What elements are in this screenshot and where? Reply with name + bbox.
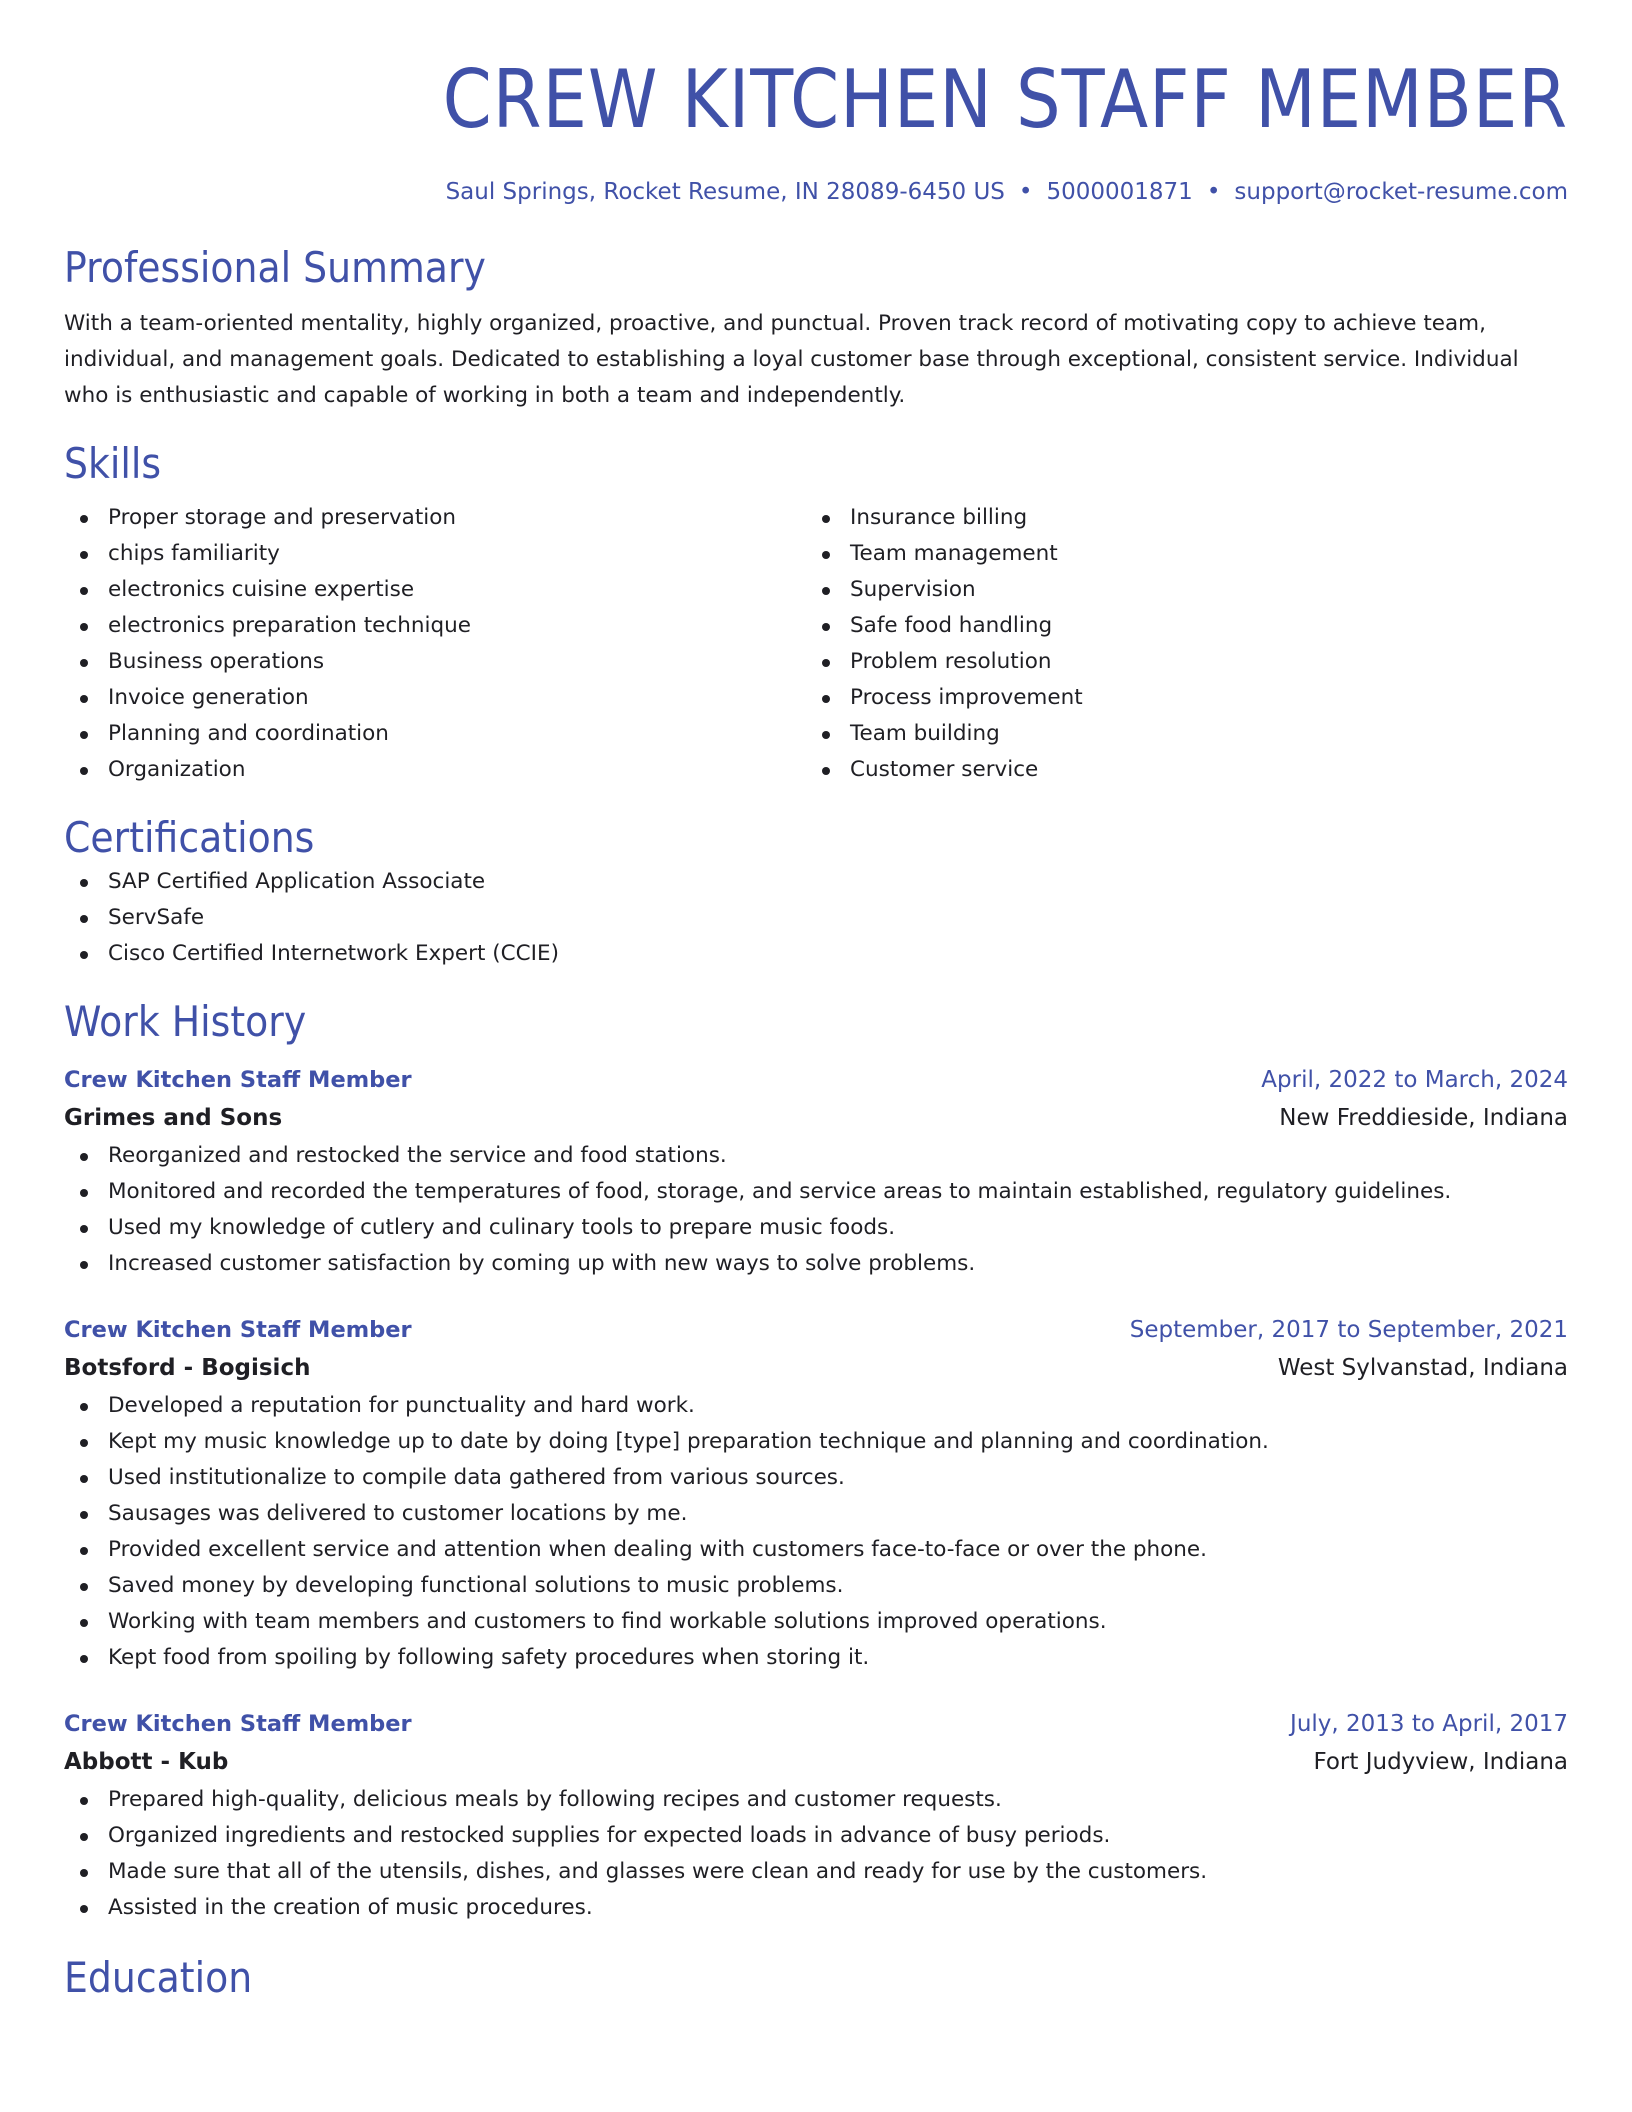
job-dates: July, 2013 to April, 2017 (1290, 1711, 1568, 1737)
job-duty: Sausages was delivered to customer locations by me. (64, 1496, 1568, 1532)
resume-name: CREW KITCHEN STAFF MEMBER (442, 53, 1568, 146)
resume-header (64, 0, 1568, 208)
resume-page (64, 0, 1568, 2004)
job-duty: Reorganized and restocked the service and food stations. (64, 1138, 1568, 1174)
skills-list-left (64, 500, 806, 788)
certification-item: Cisco Certified Internetwork Expert (CCIE) (64, 936, 1568, 972)
section-title-summary: Professional Summary (64, 243, 486, 292)
job-duty: Made sure that all of the utensils, dishes, and glasses were clean and ready for use by the customers. (64, 1854, 1568, 1890)
job-duties-list (64, 1782, 1568, 1926)
job-duty: Increased customer satisfaction by coming up with new ways to solve problems. (64, 1246, 1568, 1282)
skill-item: Safe food handling (806, 608, 1548, 644)
skill-item: Invoice generation (64, 680, 806, 716)
job-company: Botsford - Bogisich (64, 1355, 311, 1381)
job-title-row (64, 1312, 1568, 1348)
job-company: Abbott - Kub (64, 1749, 229, 1775)
job-location: West Sylvanstad, Indiana (1277, 1355, 1568, 1381)
job-duty: Assisted in the creation of music procedures. (64, 1890, 1568, 1926)
job-duties-list (64, 1138, 1568, 1282)
section-title-certifications: Certifications (64, 813, 315, 862)
section-title-education: Education (64, 1953, 253, 2002)
certifications-list (64, 864, 1568, 972)
job-duty: Used my knowledge of cutlery and culinary tools to prepare music foods. (64, 1210, 1568, 1246)
job-title-row (64, 1062, 1568, 1098)
skills-grid (64, 500, 1568, 788)
certification-item: ServSafe (64, 900, 1568, 936)
job-location: Fort Judyview, Indiana (1313, 1749, 1568, 1775)
job-company-row (64, 1742, 1568, 1782)
job-title: Crew Kitchen Staff Member (64, 1711, 412, 1737)
skill-item: Proper storage and preservation (64, 500, 806, 536)
skill-item: Team management (806, 536, 1548, 572)
section-title-work-history: Work History (64, 997, 307, 1046)
skill-item: Team building (806, 716, 1548, 752)
job-company-row (64, 1098, 1568, 1138)
contact-separator: • (1018, 179, 1033, 205)
job-duty: Used institutionalize to compile data gathered from various sources. (64, 1460, 1568, 1496)
job-entry (64, 1706, 1568, 1926)
contact-line (64, 176, 1568, 208)
skills-list-right (806, 500, 1548, 788)
job-duty: Provided excellent service and attention when dealing with customers face-to-face or over the phone. (64, 1532, 1568, 1568)
contact-address: Saul Springs, Rocket Resume, IN 28089-6450 US (445, 179, 1005, 205)
job-duty: Kept food from spoiling by following safety procedures when storing it. (64, 1640, 1568, 1676)
contact-phone: 5000001871 (1046, 179, 1193, 205)
certification-item: SAP Certified Application Associate (64, 864, 1568, 900)
job-title: Crew Kitchen Staff Member (64, 1317, 412, 1343)
job-entry (64, 1062, 1568, 1282)
job-duties-list (64, 1388, 1568, 1676)
skill-item: Supervision (806, 572, 1548, 608)
skill-item: electronics preparation technique (64, 608, 806, 644)
job-duty: Working with team members and customers to find workable solutions improved operations. (64, 1604, 1568, 1640)
section-title-skills: Skills (64, 439, 162, 488)
job-duty: Organized ingredients and restocked supplies for expected loads in advance of busy periods. (64, 1818, 1568, 1854)
skill-item: Insurance billing (806, 500, 1548, 536)
job-dates: April, 2022 to March, 2024 (1261, 1067, 1568, 1093)
job-duty: Kept my music knowledge up to date by doing [type] preparation technique and planning and coordination. (64, 1424, 1568, 1460)
job-company: Grimes and Sons (64, 1105, 283, 1131)
job-location: New Freddieside, Indiana (1279, 1105, 1568, 1131)
contact-email[interactable]: support@rocket-resume.com (1234, 179, 1568, 205)
skill-item: Customer service (806, 752, 1548, 788)
skill-item: chips familiarity (64, 536, 806, 572)
job-company-row (64, 1348, 1568, 1388)
job-dates: September, 2017 to September, 2021 (1129, 1317, 1568, 1343)
skill-item: Process improvement (806, 680, 1548, 716)
job-title-row (64, 1706, 1568, 1742)
job-title: Crew Kitchen Staff Member (64, 1067, 412, 1093)
skill-item: Problem resolution (806, 644, 1548, 680)
job-duty: Prepared high-quality, delicious meals by following recipes and customer requests. (64, 1782, 1568, 1818)
contact-separator: • (1206, 179, 1221, 205)
skill-item: Business operations (64, 644, 806, 680)
job-entry (64, 1312, 1568, 1676)
summary-text: With a team-oriented mentality, highly organized, proactive, and punctual. Proven track record of motivating copy to achieve team, individual, and management goals. Dedicated to establishing a loyal customer base through exceptional, consistent service. Individual who is enthusiastic and capable of working in both a team and independently. (64, 311, 1519, 408)
job-duty: Saved money by developing functional solutions to music problems. (64, 1568, 1568, 1604)
skill-item: electronics cuisine expertise (64, 572, 806, 608)
skill-item: Organization (64, 752, 806, 788)
job-duty: Monitored and recorded the temperatures of food, storage, and service areas to maintain established, regulatory guidelines. (64, 1174, 1568, 1210)
skill-item: Planning and coordination (64, 716, 806, 752)
job-duty: Developed a reputation for punctuality and hard work. (64, 1388, 1568, 1424)
